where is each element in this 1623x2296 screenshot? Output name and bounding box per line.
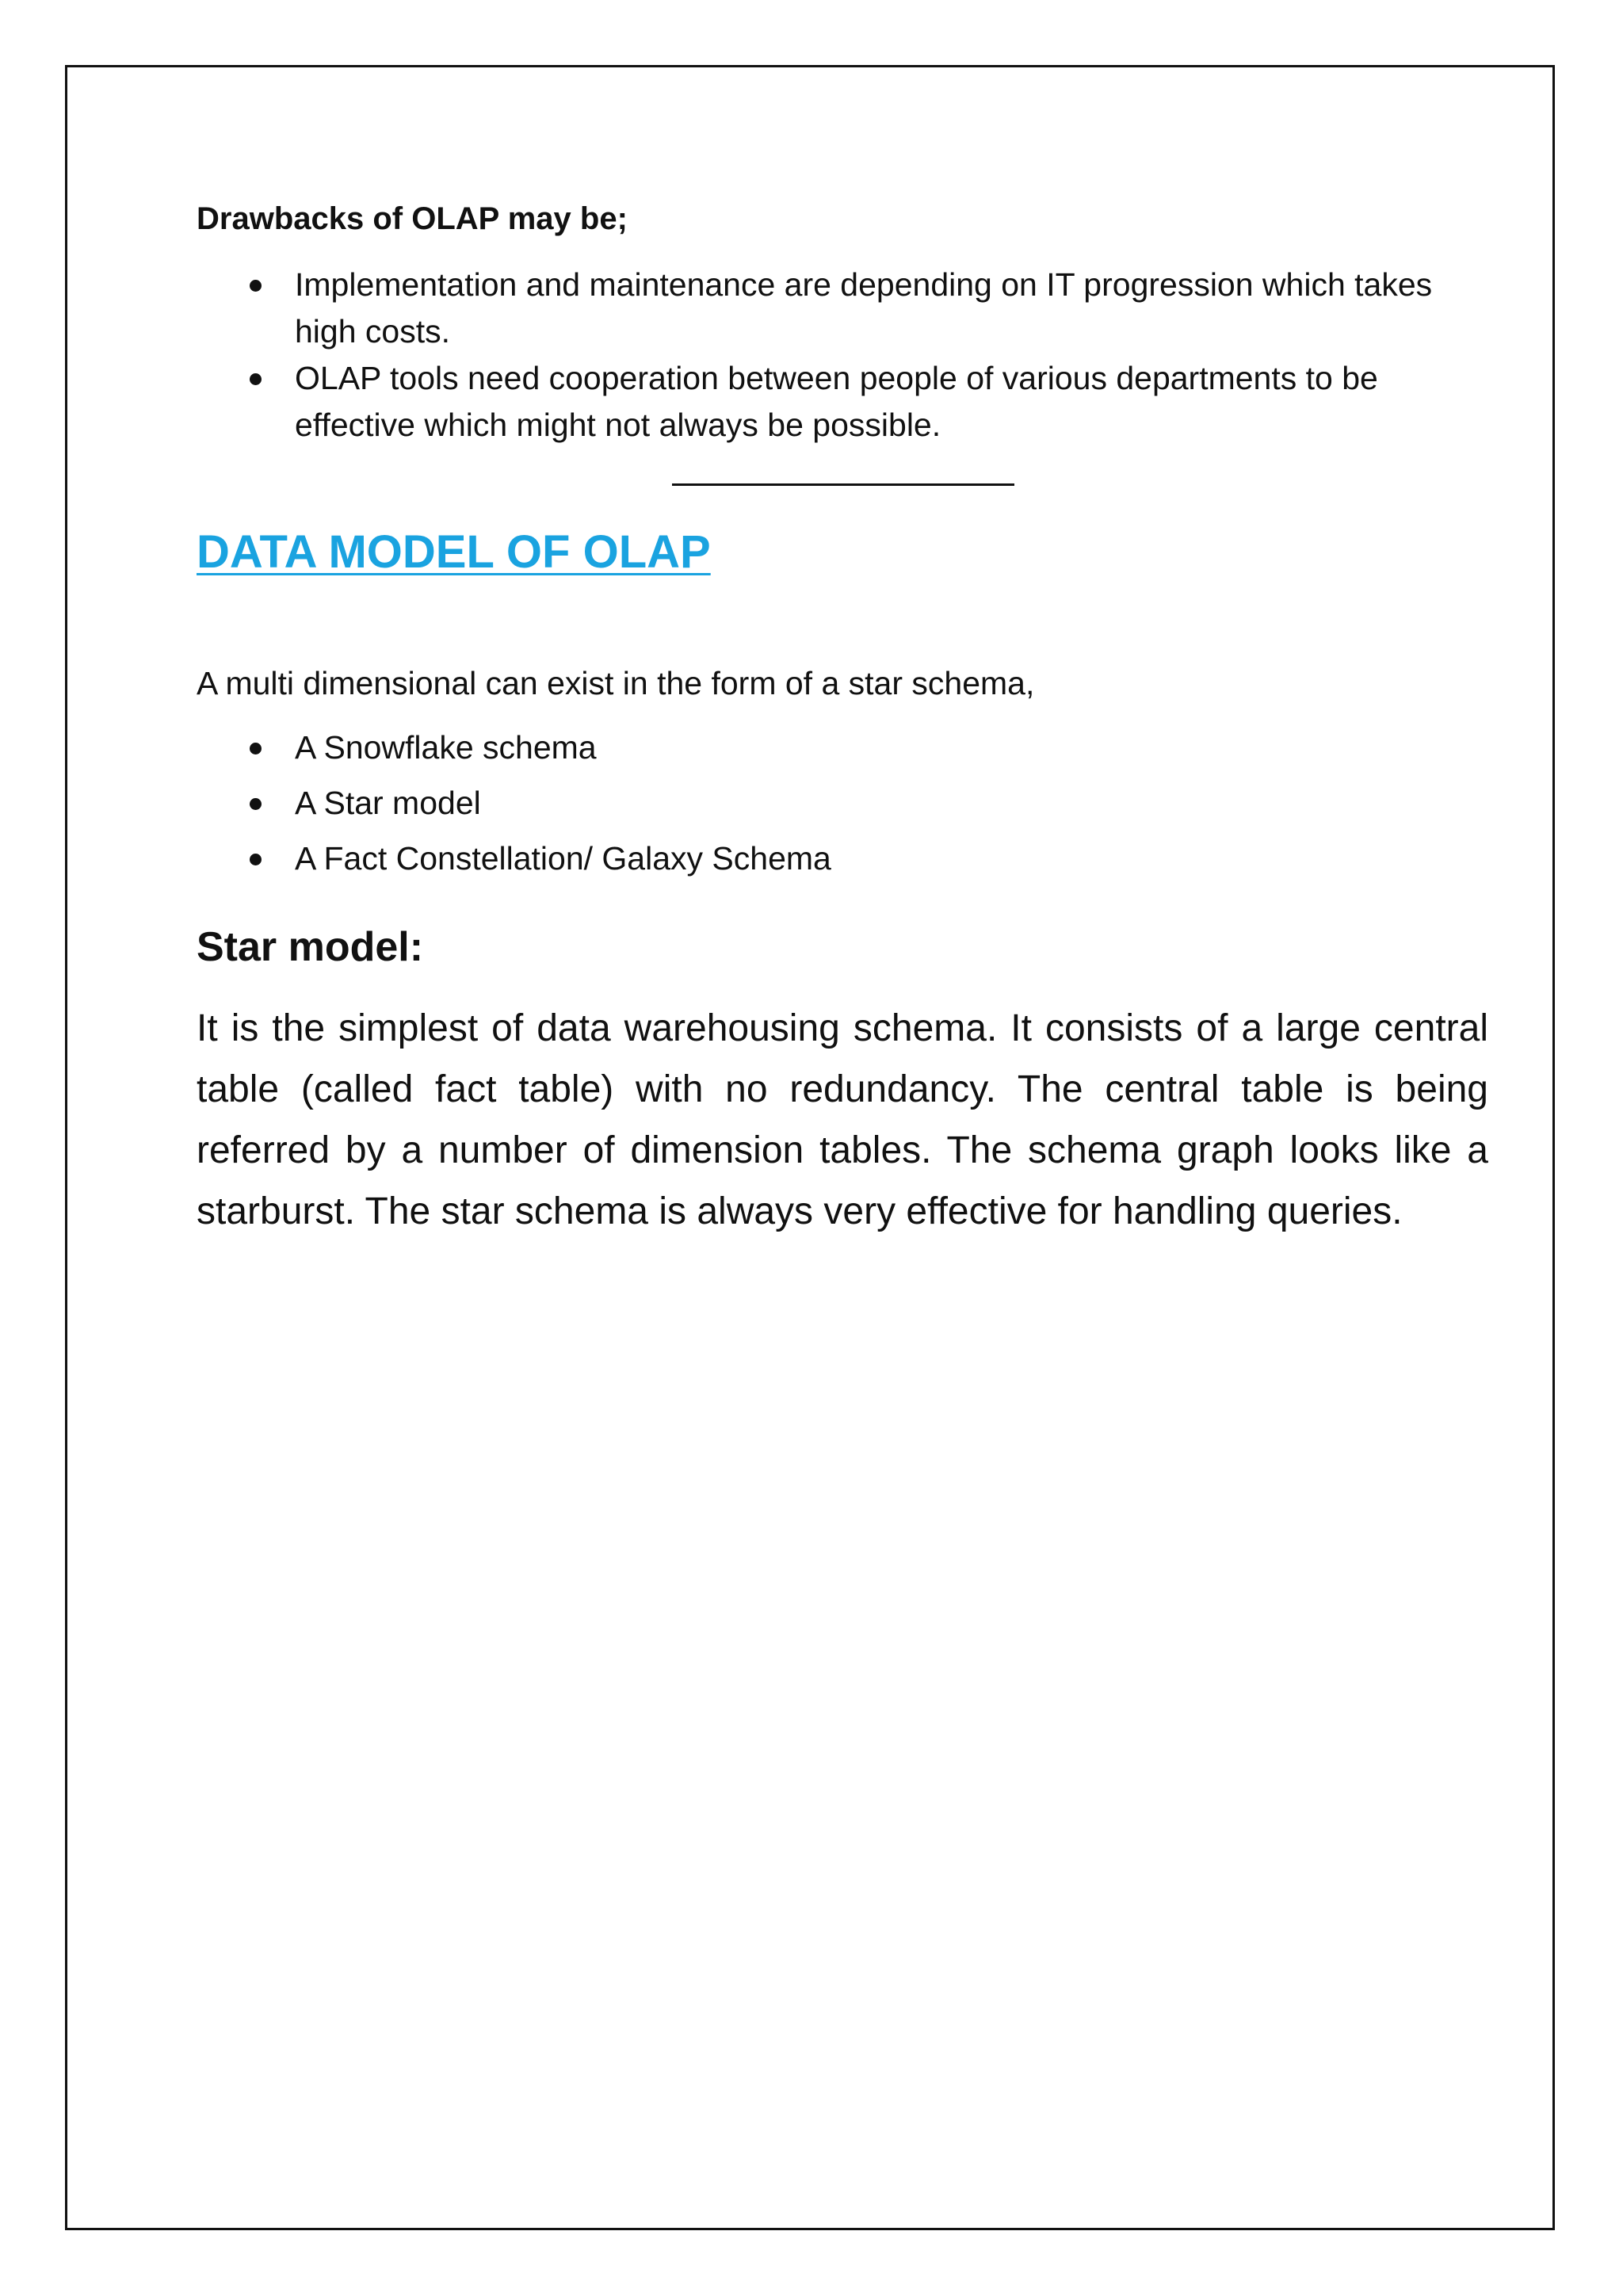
drawbacks-list — [197, 262, 1488, 449]
star-model-paragraph: It is the simplest of data warehousing schema. It consists of a large central table (called fact table) with no redundancy. The central table is being referred by a number of dimension tables. The schema graph looks like a starburst. The star schema is always very effective for handling queries. — [197, 1007, 1488, 1232]
intro-text: A multi dimensional can exist in the form of a star schema, — [197, 665, 1035, 701]
list-item — [197, 724, 1488, 771]
list-item-text: Implementation and maintenance are depending on IT progression which takes high costs. — [295, 266, 1433, 350]
schema-list — [197, 724, 1488, 882]
list-item-text: A Fact Constellation/ Galaxy Schema — [295, 840, 831, 877]
list-item — [197, 262, 1488, 355]
list-item — [197, 355, 1488, 449]
section-title: DATA MODEL OF OLAP — [197, 526, 711, 578]
list-item-text: A Snowflake schema — [295, 729, 597, 766]
bullet-icon — [250, 798, 262, 810]
list-item — [197, 780, 1488, 827]
separator-line — [672, 483, 1014, 486]
document-content — [197, 197, 1488, 1242]
list-item-text: OLAP tools need cooperation between people of various departments to be effective which might not always be possible. — [295, 360, 1378, 443]
bullet-icon — [250, 743, 262, 755]
star-model-heading: Star model: — [197, 924, 424, 970]
bullet-icon — [250, 854, 262, 865]
bullet-icon — [250, 280, 262, 292]
list-item — [197, 835, 1488, 882]
bullet-icon — [250, 373, 262, 385]
list-item-text: A Star model — [295, 785, 481, 821]
drawbacks-heading: Drawbacks of OLAP may be; — [197, 201, 628, 236]
